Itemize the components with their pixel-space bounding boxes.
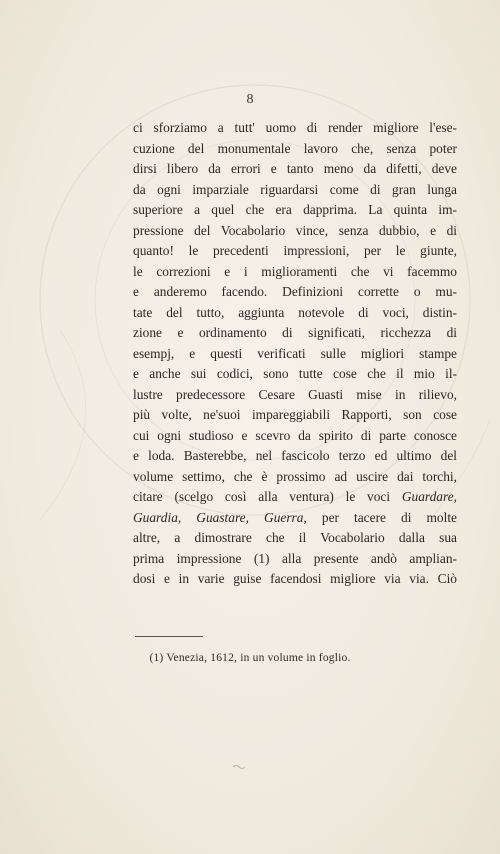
text-segment: per tacere di molte	[321, 509, 457, 525]
text-line: ci sforziamo a tutt' uomo di render migliore l'ese-	[133, 120, 457, 135]
page-number: 8	[246, 92, 254, 107]
text-line: e anche sui codici, sono tutte cose che il mio il-	[133, 366, 457, 381]
text-line: e anderemo facendo. Definizioni corrette o mu-	[133, 284, 457, 299]
text-line-with-italic	[133, 508, 457, 529]
text-line-with-italic	[133, 487, 457, 508]
body-text	[133, 118, 457, 590]
italic-term: Guardare,	[401, 489, 457, 504]
text-line: pressione del Vocabolario vince, senza dubbio, e di	[133, 222, 457, 238]
text-line: lustre predecessore Cesare Guasti mise in rilievo,	[133, 386, 457, 402]
text-line: cuzione del monumentale lavoro che, senza poter	[133, 140, 457, 156]
text-line: zione e ordinamento di significati, ricchezza di	[133, 325, 457, 340]
text-line: esempj, e questi verificati sulle migliori stampe	[133, 345, 457, 361]
text-line: dosi e in varie guise facendosi migliore via via. Ciò	[133, 571, 457, 586]
text-line: da ogni imparziale riguardarsi come di gran lunga	[133, 181, 457, 197]
text-line: prima impressione (1) alla presente andò amplian-	[133, 550, 457, 566]
italic-terms: Guardia, Guastare, Guerra,	[133, 509, 307, 525]
text-line: le correzioni e i miglioramenti che vi facemmo	[133, 263, 457, 279]
text-line: altre, a dimostrare che il Vocabolario dalla sua	[133, 530, 457, 545]
footnote: (1) Venezia, 1612, in un volume in foglio.	[149, 652, 351, 664]
footnote-divider	[135, 636, 203, 637]
text-line: superiore a quel che era dapprima. La quinta im-	[133, 202, 457, 217]
text-line: dirsi libero da errori e tanto meno da difetti, deve	[133, 161, 457, 176]
text-line: più volte, ne'suoi impareggiabili Rapporti, son cose	[133, 407, 457, 422]
text-line: tate del tutto, aggiunta notevole di voci, distin-	[133, 304, 457, 320]
text-segment: citare (scelgo così alla ventura) le voci	[133, 489, 402, 504]
ink-speck-icon	[232, 764, 246, 770]
text-line: volume settimo, che è prossimo ad uscire dai torchi,	[133, 468, 457, 484]
text-line: e loda. Basterebbe, nel fascicolo terzo ed ultimo del	[133, 448, 457, 463]
text-line: quanto! le precedenti impressioni, per le giunte,	[133, 243, 457, 258]
text-line: cui ogni studioso e scevro da spirito di parte conosce	[133, 427, 457, 443]
